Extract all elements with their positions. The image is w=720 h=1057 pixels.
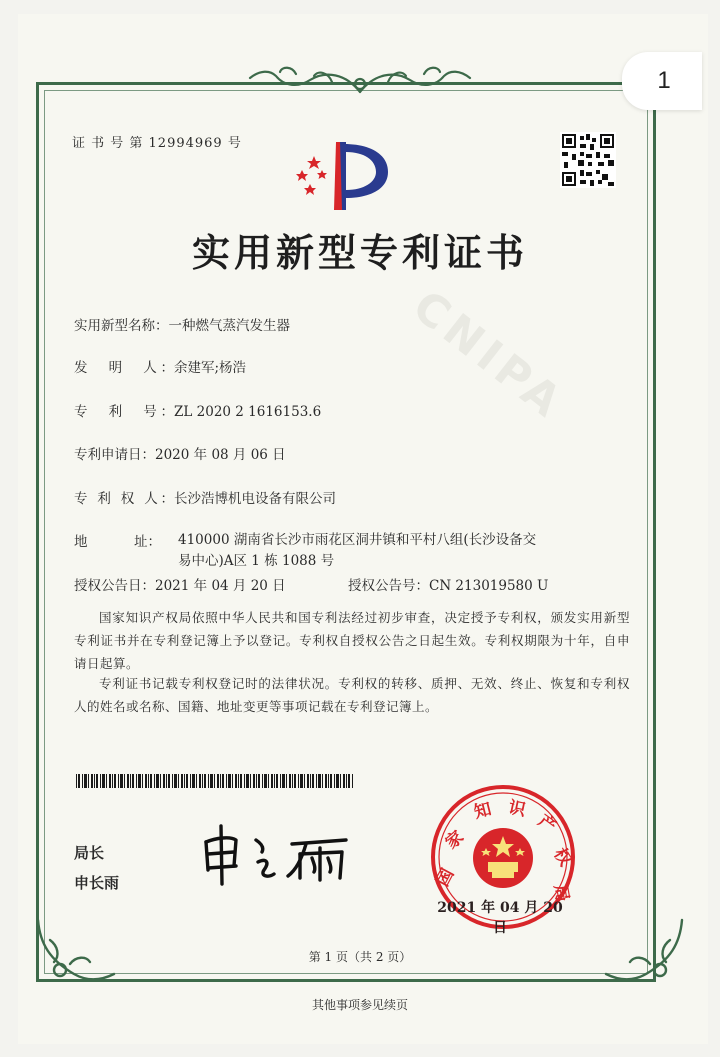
director-name: 申长雨: [74, 874, 120, 892]
patentee-value: 长沙浩博机电设备有限公司: [174, 491, 336, 507]
corner-ornament-left: [30, 900, 120, 990]
grant-date-value: 2021 年 04 月 20 日: [155, 578, 286, 594]
address-label-row: [74, 530, 178, 550]
certificate-title: 实用新型专利证书: [191, 231, 528, 275]
certificate-number: 证 书 号 第 12994969 号: [72, 136, 242, 151]
barcode: [76, 774, 356, 788]
svg-text:知: 知: [472, 799, 494, 823]
patentee-label: 专 利 权 人：: [74, 491, 174, 507]
continued-note: 其他事项参见续页: [311, 998, 408, 1012]
page-number-badge: 1: [622, 52, 702, 110]
filing-date-value: 2020 年 08 月 06 日: [155, 447, 286, 463]
utility-model-name-row: [74, 314, 290, 334]
qr-code-icon: [560, 132, 616, 188]
address-value: 410000 湖南省长沙市雨花区洞井镇和平村八组(长沙设备交易中心)A区 1 栋 1088 号: [178, 532, 537, 569]
director-title: 局长: [74, 844, 105, 862]
utility-model-name-label: 实用新型名称：: [74, 318, 169, 334]
cnipa-logo-icon: [284, 136, 396, 214]
inventor-label: 发 明 人：: [74, 360, 174, 376]
inventor-row: [74, 356, 246, 376]
seal-date: 2021 年 04 月 20 日: [437, 900, 563, 936]
patent-number-row: [74, 400, 321, 420]
director-signature: [196, 818, 366, 888]
corner-ornament-right: [600, 900, 690, 990]
grant-number-value: CN 213019580 U: [429, 578, 549, 594]
patentee-row: [74, 487, 336, 507]
address-label-right: 址：: [134, 534, 161, 550]
filing-date-row: [74, 443, 286, 463]
page-info: 第 1 页（共 2 页）: [308, 950, 412, 964]
grant-date-row: [74, 574, 286, 594]
patent-number-value: ZL 2020 2 1616153.6: [174, 404, 322, 420]
legal-status-paragraph: 专利证书记载专利权登记时的法律状况。专利权的转移、质押、无效、终止、恢复和专利权人的姓名或名称、国籍、地址变更等事项记载在专利登记簿上。: [74, 676, 630, 714]
svg-text:识: 识: [506, 797, 528, 821]
svg-text:产: 产: [534, 810, 560, 838]
address-label-left: 地: [74, 534, 88, 550]
inventor-value: 余建军;杨浩: [174, 360, 247, 376]
svg-text:权: 权: [549, 844, 576, 870]
svg-text:家: 家: [441, 827, 468, 854]
patent-number-label: 专 利 号：: [74, 404, 174, 420]
grant-date-label: 授权公告日：: [74, 578, 155, 594]
grant-number-row: [348, 574, 548, 594]
utility-model-name-value: 一种燃气蒸汽发生器: [168, 318, 290, 334]
grant-number-label: 授权公告号：: [348, 578, 429, 594]
top-ornament: [236, 64, 484, 98]
watermark: CNIPA: [403, 280, 575, 431]
filing-date-label: 专利申请日：: [74, 447, 155, 463]
svg-text:国: 国: [432, 865, 459, 890]
svg-text:局: 局: [549, 883, 573, 904]
grant-statement-paragraph: 国家知识产权局依照中华人民共和国专利法经过初步审查，决定授予专利权，颁发实用新型专利证书并在专利登记簿上予以登记。专利权自授权公告之日起生效。专利权期限为十年，自申请日起算。: [74, 610, 630, 671]
